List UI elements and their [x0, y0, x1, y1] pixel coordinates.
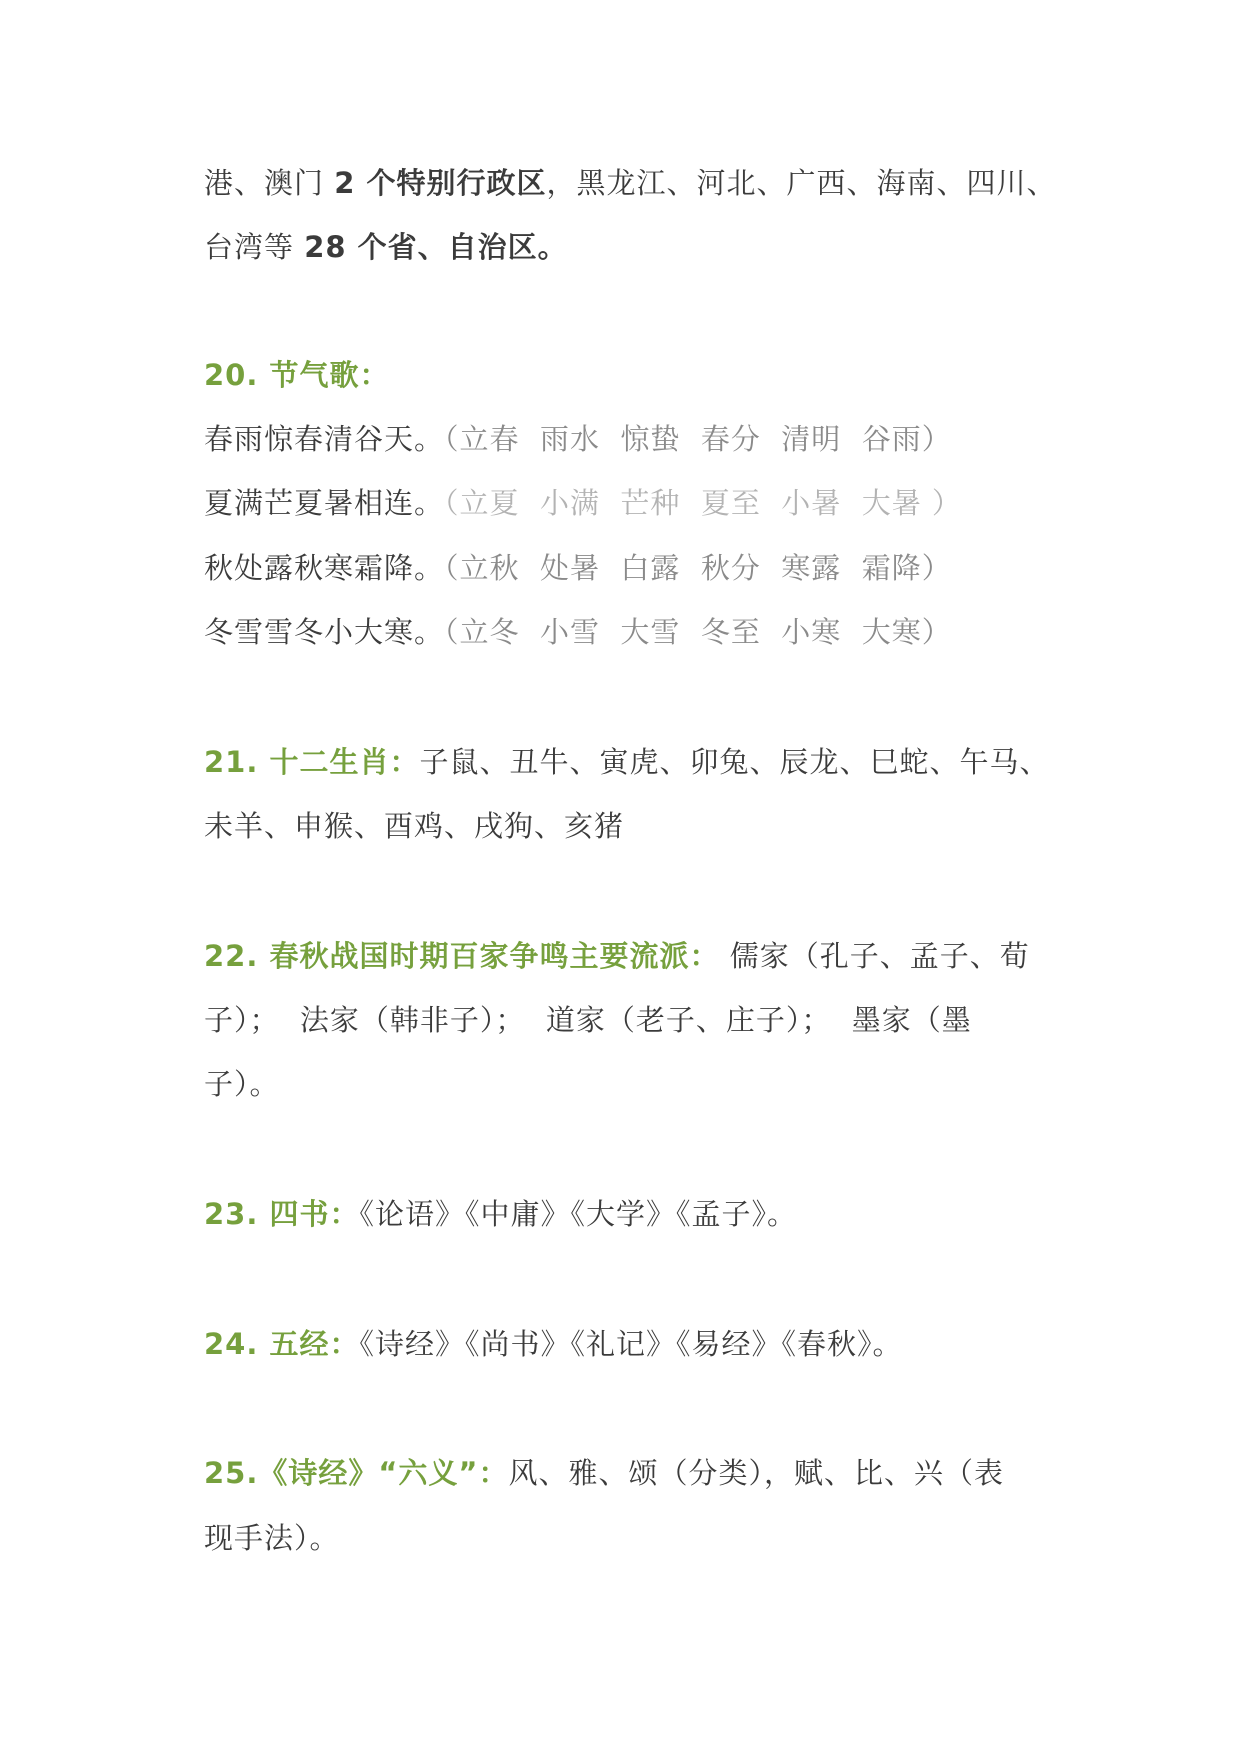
intro-text: 港、澳门 [204, 166, 335, 200]
section-23-line [204, 1194, 1044, 1234]
four-books-text: 《论语》《中庸》《大学》《孟子》。 [359, 1197, 797, 1231]
intro-bold-text: 2 个特别行政区 [334, 166, 547, 200]
intro-line-2 [204, 227, 1044, 267]
section-21-line-2: 未羊、申猴、酉鸡、戌狗、亥猪 [204, 809, 625, 843]
section-20-heading: 20. 节气歌： [204, 358, 390, 392]
section-24-heading: 24. 五经： [204, 1327, 360, 1361]
section-21-heading: 21. 十二生肖： [204, 745, 420, 779]
verse-text: 冬雪雪冬小大寒。 [204, 615, 445, 649]
section-22-line-3: 子）。 [204, 1067, 280, 1101]
section-22-line-2: 子）； 法家（韩非子）； 道家（老子、庄子）； 墨家（墨 [204, 1003, 972, 1037]
solar-term-row [204, 483, 1044, 523]
solar-term-row [204, 419, 1044, 459]
section-23-heading: 23. 四书： [204, 1197, 360, 1231]
school-text: 儒家（孔子、孟子、荀 [719, 939, 1030, 973]
six-principles-text: 风、雅、颂（分类），赋、比、兴（表 [508, 1456, 1005, 1490]
section-22-heading: 22. 春秋战国时期百家争鸣主要流派： [204, 939, 720, 973]
section-24-line [204, 1324, 1044, 1364]
note-text: （立秋 处暑 白露 秋分 寒露 霜降） [444, 551, 952, 585]
five-classics-text: 《诗经》《尚书》《礼记》《易经》《春秋》。 [359, 1327, 903, 1361]
section-25-line-2: 现手法）。 [204, 1521, 340, 1555]
section-25-heading: 25.《诗经》“六义”： [204, 1456, 509, 1490]
note-text: （立春 雨水 惊蛰 春分 清明 谷雨） [444, 422, 952, 456]
verse-text: 夏满芒夏暑相连。 [204, 486, 445, 520]
intro-text: 台湾等 [204, 230, 305, 264]
section-25-line-1 [204, 1453, 1044, 1493]
note-text: （立夏 小满 芒种 夏至 小暑 大暑 ） [444, 486, 962, 520]
intro-text: ，黑龙江、河北、广西、海南、四川、 [546, 166, 1057, 200]
intro-line-1 [204, 163, 1057, 203]
section-22-line-1 [204, 936, 1044, 976]
zodiac-text: 子鼠、丑牛、寅虎、卯兔、辰龙、巳蛇、午马、 [419, 745, 1050, 779]
intro-bold-text: 28 个省、自治区。 [304, 230, 568, 264]
note-text: （立冬 小雪 大雪 冬至 小寒 大寒） [444, 615, 952, 649]
solar-term-row [204, 548, 1044, 588]
solar-term-row [204, 612, 1044, 652]
section-21-line-1 [204, 742, 1050, 782]
verse-text: 秋处露秋寒霜降。 [204, 551, 445, 585]
verse-text: 春雨惊春清谷天。 [204, 422, 445, 456]
